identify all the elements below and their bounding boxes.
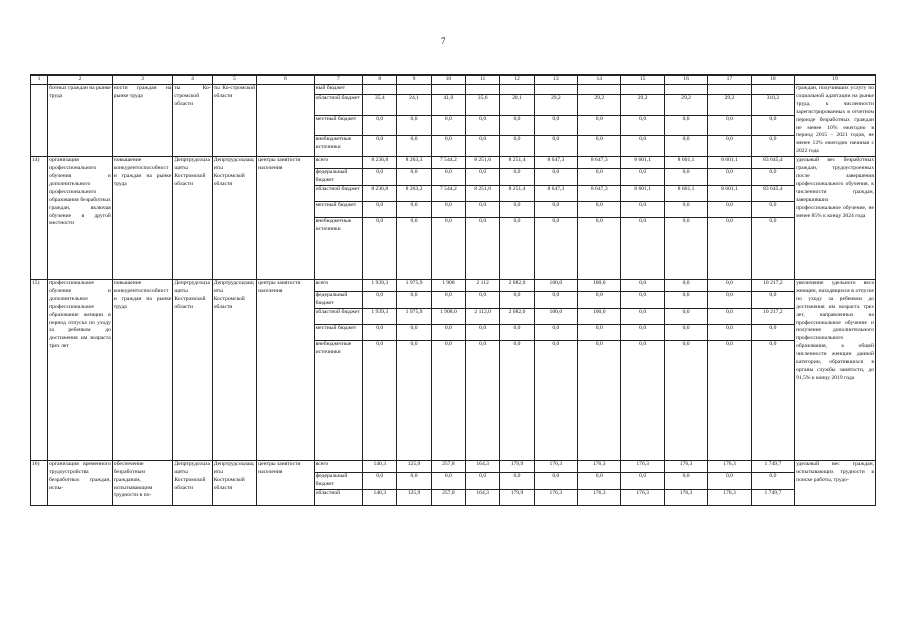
- co-executor-cell: Депртрудсоцзащиты Костромской области: [212, 157, 256, 280]
- amount-cell: 0,0: [466, 340, 500, 460]
- amount-cell: [534, 85, 577, 95]
- amount-cell: 0,0: [363, 291, 397, 308]
- column-number-10: 10: [431, 76, 465, 85]
- amount-cell: 8 236,8: [363, 185, 397, 201]
- amount-cell: 0,0: [397, 169, 431, 186]
- amount-cell: 0,0: [664, 115, 707, 136]
- participants-cell: центры занятости населения: [257, 279, 315, 460]
- amount-cell: 0,0: [534, 291, 577, 308]
- amount-cell: 0,0: [397, 340, 431, 460]
- amount-cell: 0,0: [363, 115, 397, 136]
- amount-cell: [664, 85, 707, 95]
- amount-cell: 0,0: [751, 340, 794, 460]
- column-number-2: 2: [48, 76, 113, 85]
- amount-cell: 179,9: [500, 489, 534, 505]
- amount-cell: 0,0: [621, 291, 664, 308]
- amount-cell: 8 647,3: [534, 157, 577, 169]
- amount-cell: 310,2: [751, 95, 794, 116]
- funding-source-cell: областной бюджет: [314, 95, 362, 116]
- amount-cell: 7 544,2: [431, 185, 465, 201]
- amount-cell: 0,0: [363, 201, 397, 217]
- amount-cell: 29,2: [621, 95, 664, 116]
- amount-cell: 0,0: [708, 308, 751, 324]
- amount-cell: 0,0: [578, 472, 621, 489]
- amount-cell: 0,0: [621, 201, 664, 217]
- amount-cell: 0,0: [621, 169, 664, 186]
- amount-cell: 0,0: [397, 136, 431, 157]
- funding-source-cell: всего: [314, 157, 362, 169]
- funding-source-cell: федеральный бюджет: [314, 169, 362, 186]
- goal-cell: повышение конкурентоспособности граждан на рынке труда: [112, 279, 173, 460]
- amount-cell: 0,0: [578, 340, 621, 460]
- amount-cell: 0,0: [664, 279, 707, 291]
- column-number-4: 4: [173, 76, 212, 85]
- amount-cell: 0,0: [466, 217, 500, 279]
- funding-source-cell: областной бюджет: [314, 185, 362, 201]
- co-executor-cell: ты Ко-стромской области: [212, 85, 256, 157]
- amount-cell: 0,0: [708, 217, 751, 279]
- amount-cell: 8 251,6: [466, 185, 500, 201]
- amount-cell: 0,0: [466, 169, 500, 186]
- amount-cell: 0,0: [578, 291, 621, 308]
- amount-cell: 2 082,0: [500, 279, 534, 291]
- page-number: 7: [441, 36, 446, 46]
- activity-name-cell: организация профессионального обучения и дополнительного профессионального образования безработных граждан, включая обучение в другой местности: [48, 157, 113, 280]
- amount-cell: 0,0: [466, 136, 500, 157]
- column-number-5: 5: [212, 76, 256, 85]
- amount-cell: [621, 85, 664, 95]
- amount-cell: 0,0: [708, 115, 751, 136]
- amount-cell: [431, 85, 465, 95]
- amount-cell: 0,0: [500, 115, 534, 136]
- amount-cell: 0,0: [664, 324, 707, 340]
- activity-name-cell: организация временного трудоустройства безработных граждан, испы-: [48, 460, 113, 505]
- amount-cell: 0,0: [431, 136, 465, 157]
- amount-cell: 0,0: [534, 472, 577, 489]
- amount-cell: 0,0: [534, 136, 577, 157]
- funding-source-cell: внебюджетные источники: [314, 217, 362, 279]
- amount-cell: 100,0: [534, 279, 577, 291]
- amount-cell: 0,0: [621, 308, 664, 324]
- amount-cell: 0,0: [500, 201, 534, 217]
- amount-cell: 176,3: [621, 460, 664, 472]
- amount-cell: 0,0: [431, 201, 465, 217]
- amount-cell: 0,0: [751, 324, 794, 340]
- amount-cell: 140,3: [363, 489, 397, 505]
- amount-cell: 8 251,4: [500, 185, 534, 201]
- amount-cell: 0,0: [664, 308, 707, 324]
- amount-cell: 0,0: [466, 291, 500, 308]
- amount-cell: 0,0: [431, 340, 465, 460]
- amount-cell: 8 601,1: [621, 185, 664, 201]
- amount-cell: 0,0: [621, 279, 664, 291]
- amount-cell: 100,0: [578, 279, 621, 291]
- amount-cell: 8 251,6: [466, 157, 500, 169]
- amount-cell: 29,2: [578, 95, 621, 116]
- row-number: [31, 85, 48, 157]
- amount-cell: 0,0: [664, 217, 707, 279]
- participants-cell: [257, 85, 315, 157]
- amount-cell: 0,0: [708, 169, 751, 186]
- amount-cell: 0,0: [397, 217, 431, 279]
- target-indicator-cell: увеличение удельного веса женщин, находящихся в отпуске по уходу за ребенком до достижения им возраста трех лет, направленных на профессиональное обучение и получение дополнительного профессионального образования, к общей численности женщин данной категории, обратившихся в органы службы занятости, до 91,5% к концу 2019 года: [795, 279, 876, 460]
- column-number-8: 8: [363, 76, 397, 85]
- column-number-12: 12: [500, 76, 534, 85]
- funding-source-cell: федеральный бюджет: [314, 291, 362, 308]
- goal-cell: ности граждан на рынке труда: [112, 85, 173, 157]
- amount-cell: 176,3: [534, 460, 577, 472]
- amount-cell: 125,9: [397, 460, 431, 472]
- amount-cell: 176,3: [534, 489, 577, 505]
- responsible-executor-cell: Депртрудсоцзащиты Костромской области: [173, 279, 212, 460]
- amount-cell: 0,0: [751, 472, 794, 489]
- amount-cell: 0,0: [363, 324, 397, 340]
- amount-cell: 1 939,3: [363, 279, 397, 291]
- responsible-executor-cell: Депртрудсоцзащиты Костромской области: [173, 157, 212, 280]
- activity-name-cell: ботных граждан на рынке труда: [48, 85, 113, 157]
- amount-cell: 8 601,1: [708, 185, 751, 201]
- column-number-header-row: [31, 76, 876, 85]
- column-number-14: 14: [578, 76, 621, 85]
- target-indicator-cell: граждан, получивших услугу по социальной адаптации на рынке труда, к численности зарегистрированных в отчетном периоде безработных граждан не менее 10% ежегодно в период 2015 – 2021 годов, не менее 12% ежегодно начиная с 2022 года: [795, 85, 876, 157]
- amount-cell: [466, 85, 500, 95]
- column-number-19: 19: [795, 76, 876, 85]
- amount-cell: 0,0: [664, 136, 707, 157]
- amount-cell: 0,0: [363, 340, 397, 460]
- amount-cell: 0,0: [751, 217, 794, 279]
- funding-source-cell: всего: [314, 279, 362, 291]
- participants-cell: центры занятости населения: [257, 157, 315, 280]
- amount-cell: 0,0: [363, 217, 397, 279]
- amount-cell: 0,0: [708, 291, 751, 308]
- amount-cell: [397, 85, 431, 95]
- amount-cell: 28,1: [500, 95, 534, 116]
- amount-cell: 8 647,3: [578, 157, 621, 169]
- amount-cell: 0,0: [363, 472, 397, 489]
- co-executor-cell: Депртрудсоцзащиты Костромской области: [212, 460, 256, 505]
- amount-cell: 176,3: [708, 460, 751, 472]
- funding-source-cell: областной: [314, 489, 362, 505]
- amount-cell: 2 112,0: [466, 308, 500, 324]
- amount-cell: 1 975,9: [397, 279, 431, 291]
- amount-cell: 0,0: [751, 169, 794, 186]
- amount-cell: [708, 85, 751, 95]
- amount-cell: 0,0: [578, 115, 621, 136]
- column-number-18: 18: [751, 76, 794, 85]
- amount-cell: 0,0: [500, 324, 534, 340]
- amount-cell: 0,0: [708, 279, 751, 291]
- amount-cell: 176,3: [664, 489, 707, 505]
- amount-cell: 100,0: [534, 308, 577, 324]
- row-number: 14): [31, 157, 48, 280]
- amount-cell: 0,0: [500, 136, 534, 157]
- amount-cell: 100,0: [578, 308, 621, 324]
- column-number-13: 13: [534, 76, 577, 85]
- amount-cell: 0,0: [751, 291, 794, 308]
- amount-cell: 8 601,1: [664, 157, 707, 169]
- amount-cell: 0,0: [664, 201, 707, 217]
- amount-cell: 0,0: [500, 291, 534, 308]
- amount-cell: 8 601,1: [664, 185, 707, 201]
- column-number-6: 6: [257, 76, 315, 85]
- amount-cell: 0,0: [431, 217, 465, 279]
- amount-cell: 10 217,2: [751, 279, 794, 291]
- amount-cell: 0,0: [431, 169, 465, 186]
- amount-cell: 8 236,8: [363, 157, 397, 169]
- amount-cell: 0,0: [466, 324, 500, 340]
- amount-cell: 0,0: [500, 217, 534, 279]
- amount-cell: 0,0: [363, 136, 397, 157]
- amount-cell: [363, 85, 397, 95]
- amount-cell: 176,3: [708, 489, 751, 505]
- amount-cell: 0,0: [578, 169, 621, 186]
- funding-source-cell: внебюджетные источники: [314, 136, 362, 157]
- amount-cell: 0,0: [578, 217, 621, 279]
- amount-cell: 0,0: [500, 472, 534, 489]
- amount-cell: 8 263,3: [397, 157, 431, 169]
- amount-cell: 0,0: [578, 136, 621, 157]
- amount-cell: 0,0: [708, 340, 751, 460]
- amount-cell: 8 601,1: [621, 157, 664, 169]
- amount-cell: 0,0: [621, 324, 664, 340]
- table-row: [31, 279, 876, 291]
- amount-cell: 176,3: [578, 460, 621, 472]
- amount-cell: [500, 85, 534, 95]
- amount-cell: 0,0: [534, 115, 577, 136]
- column-number-15: 15: [621, 76, 664, 85]
- amount-cell: 0,0: [466, 115, 500, 136]
- goal-cell: повышение конкурентоспособности граждан на рынке труда: [112, 157, 173, 280]
- funding-source-cell: местный бюджет: [314, 115, 362, 136]
- amount-cell: 8 251,4: [500, 157, 534, 169]
- amount-cell: 1 975,9: [397, 308, 431, 324]
- amount-cell: 8 647,3: [578, 185, 621, 201]
- amount-cell: 0,0: [397, 472, 431, 489]
- amount-cell: 83 645,4: [751, 157, 794, 169]
- table-row: [31, 460, 876, 472]
- row-number: 15): [31, 279, 48, 460]
- amount-cell: 0,0: [397, 201, 431, 217]
- amount-cell: 257,8: [431, 489, 465, 505]
- funding-source-cell: федеральный бюджет: [314, 472, 362, 489]
- amount-cell: 0,0: [397, 291, 431, 308]
- amount-cell: 125,9: [397, 489, 431, 505]
- activity-name-cell: профессиональное обучение и дополнительное профессиональное образование женщин в период отпуска по уходу за ребенком до достижения им возраста трех лет: [48, 279, 113, 460]
- responsible-executor-cell: Депртрудсоцзащиты Костромской области: [173, 460, 212, 505]
- amount-cell: 8 263,3: [397, 185, 431, 201]
- amount-cell: 29,2: [534, 95, 577, 116]
- amount-cell: 35,6: [466, 95, 500, 116]
- amount-cell: 83 645,4: [751, 185, 794, 201]
- co-executor-cell: Депртрудсоцзащиты Костромской области: [212, 279, 256, 460]
- amount-cell: 29,2: [708, 95, 751, 116]
- row-number: 16): [31, 460, 48, 505]
- amount-cell: 0,0: [534, 324, 577, 340]
- amount-cell: 0,0: [578, 201, 621, 217]
- amount-cell: 0,0: [708, 201, 751, 217]
- amount-cell: 0,0: [431, 324, 465, 340]
- amount-cell: 10 217,2: [751, 308, 794, 324]
- funding-source-cell: всего: [314, 460, 362, 472]
- amount-cell: 0,0: [500, 169, 534, 186]
- amount-cell: 0,0: [578, 324, 621, 340]
- amount-cell: 0,0: [534, 340, 577, 460]
- amount-cell: 0,0: [621, 217, 664, 279]
- goal-cell: обеспечение безработным гражданам, испытывающим трудности в по-: [112, 460, 173, 505]
- column-number-11: 11: [466, 76, 500, 85]
- amount-cell: 24,1: [397, 95, 431, 116]
- amount-cell: 0,0: [621, 115, 664, 136]
- amount-cell: 0,0: [431, 115, 465, 136]
- amount-cell: 2 112: [466, 279, 500, 291]
- amount-cell: 0,0: [534, 169, 577, 186]
- amount-cell: 176,3: [664, 460, 707, 472]
- column-number-3: 3: [112, 76, 173, 85]
- amount-cell: 0,0: [664, 472, 707, 489]
- amount-cell: 0,0: [431, 291, 465, 308]
- amount-cell: 0,0: [500, 340, 534, 460]
- amount-cell: 0,0: [708, 136, 751, 157]
- column-number-1: 1: [31, 76, 48, 85]
- amount-cell: 8 601,1: [708, 157, 751, 169]
- amount-cell: [751, 85, 794, 95]
- column-number-9: 9: [397, 76, 431, 85]
- amount-cell: 164,3: [466, 489, 500, 505]
- amount-cell: 164,3: [466, 460, 500, 472]
- amount-cell: 257,8: [431, 460, 465, 472]
- amount-cell: 0,0: [397, 115, 431, 136]
- amount-cell: 179,9: [500, 460, 534, 472]
- amount-cell: 0,0: [664, 169, 707, 186]
- amount-cell: 0,0: [621, 136, 664, 157]
- amount-cell: 0,0: [363, 169, 397, 186]
- amount-cell: 7 544,2: [431, 157, 465, 169]
- amount-cell: 0,0: [751, 201, 794, 217]
- target-indicator-cell: удельный вес безработных граждан, трудоустроенных после завершения профессионального обучения, к численности граждан, завершивших профессиональное обучение, не менее 85% к концу 2024 года: [795, 157, 876, 280]
- amount-cell: 41,0: [431, 95, 465, 116]
- responsible-executor-cell: ты Ко-стромской области: [173, 85, 212, 157]
- funding-source-cell: внебюджетные источники: [314, 340, 362, 460]
- amount-cell: 0,0: [621, 472, 664, 489]
- column-number-7: 7: [314, 76, 362, 85]
- amount-cell: 0,0: [751, 136, 794, 157]
- amount-cell: 1 749,7: [751, 489, 794, 505]
- amount-cell: 176,3: [621, 489, 664, 505]
- funding-source-cell: ный бюджет: [314, 85, 362, 95]
- program-activities-table: [30, 75, 876, 506]
- amount-cell: 35,4: [363, 95, 397, 116]
- table-row: [31, 157, 876, 169]
- amount-cell: 1 908,0: [431, 308, 465, 324]
- funding-source-cell: местный бюджет: [314, 324, 362, 340]
- funding-source-cell: областной бюджет: [314, 308, 362, 324]
- amount-cell: 0,0: [664, 291, 707, 308]
- program-table-container: [30, 74, 876, 641]
- amount-cell: 0,0: [431, 472, 465, 489]
- amount-cell: 0,0: [534, 217, 577, 279]
- amount-cell: [578, 85, 621, 95]
- column-number-16: 16: [664, 76, 707, 85]
- amount-cell: 1 749,7: [751, 460, 794, 472]
- amount-cell: 1 939,3: [363, 308, 397, 324]
- amount-cell: 0,0: [534, 201, 577, 217]
- amount-cell: 0,0: [708, 472, 751, 489]
- amount-cell: 29,2: [664, 95, 707, 116]
- amount-cell: 0,0: [751, 115, 794, 136]
- amount-cell: 0,0: [466, 201, 500, 217]
- amount-cell: 8 647,3: [534, 185, 577, 201]
- amount-cell: 0,0: [397, 324, 431, 340]
- funding-source-cell: местный бюджет: [314, 201, 362, 217]
- table-row: [31, 85, 876, 95]
- amount-cell: 1 908: [431, 279, 465, 291]
- amount-cell: 0,0: [664, 340, 707, 460]
- amount-cell: 140,3: [363, 460, 397, 472]
- amount-cell: 0,0: [621, 340, 664, 460]
- amount-cell: 0,0: [708, 324, 751, 340]
- amount-cell: 176,3: [578, 489, 621, 505]
- amount-cell: 0,0: [466, 472, 500, 489]
- target-indicator-cell: удельный вес граждан, испытывающих трудности в поиске работы, трудо-: [795, 460, 876, 505]
- column-number-17: 17: [708, 76, 751, 85]
- participants-cell: центры занятости населения: [257, 460, 315, 505]
- amount-cell: 2 082,0: [500, 308, 534, 324]
